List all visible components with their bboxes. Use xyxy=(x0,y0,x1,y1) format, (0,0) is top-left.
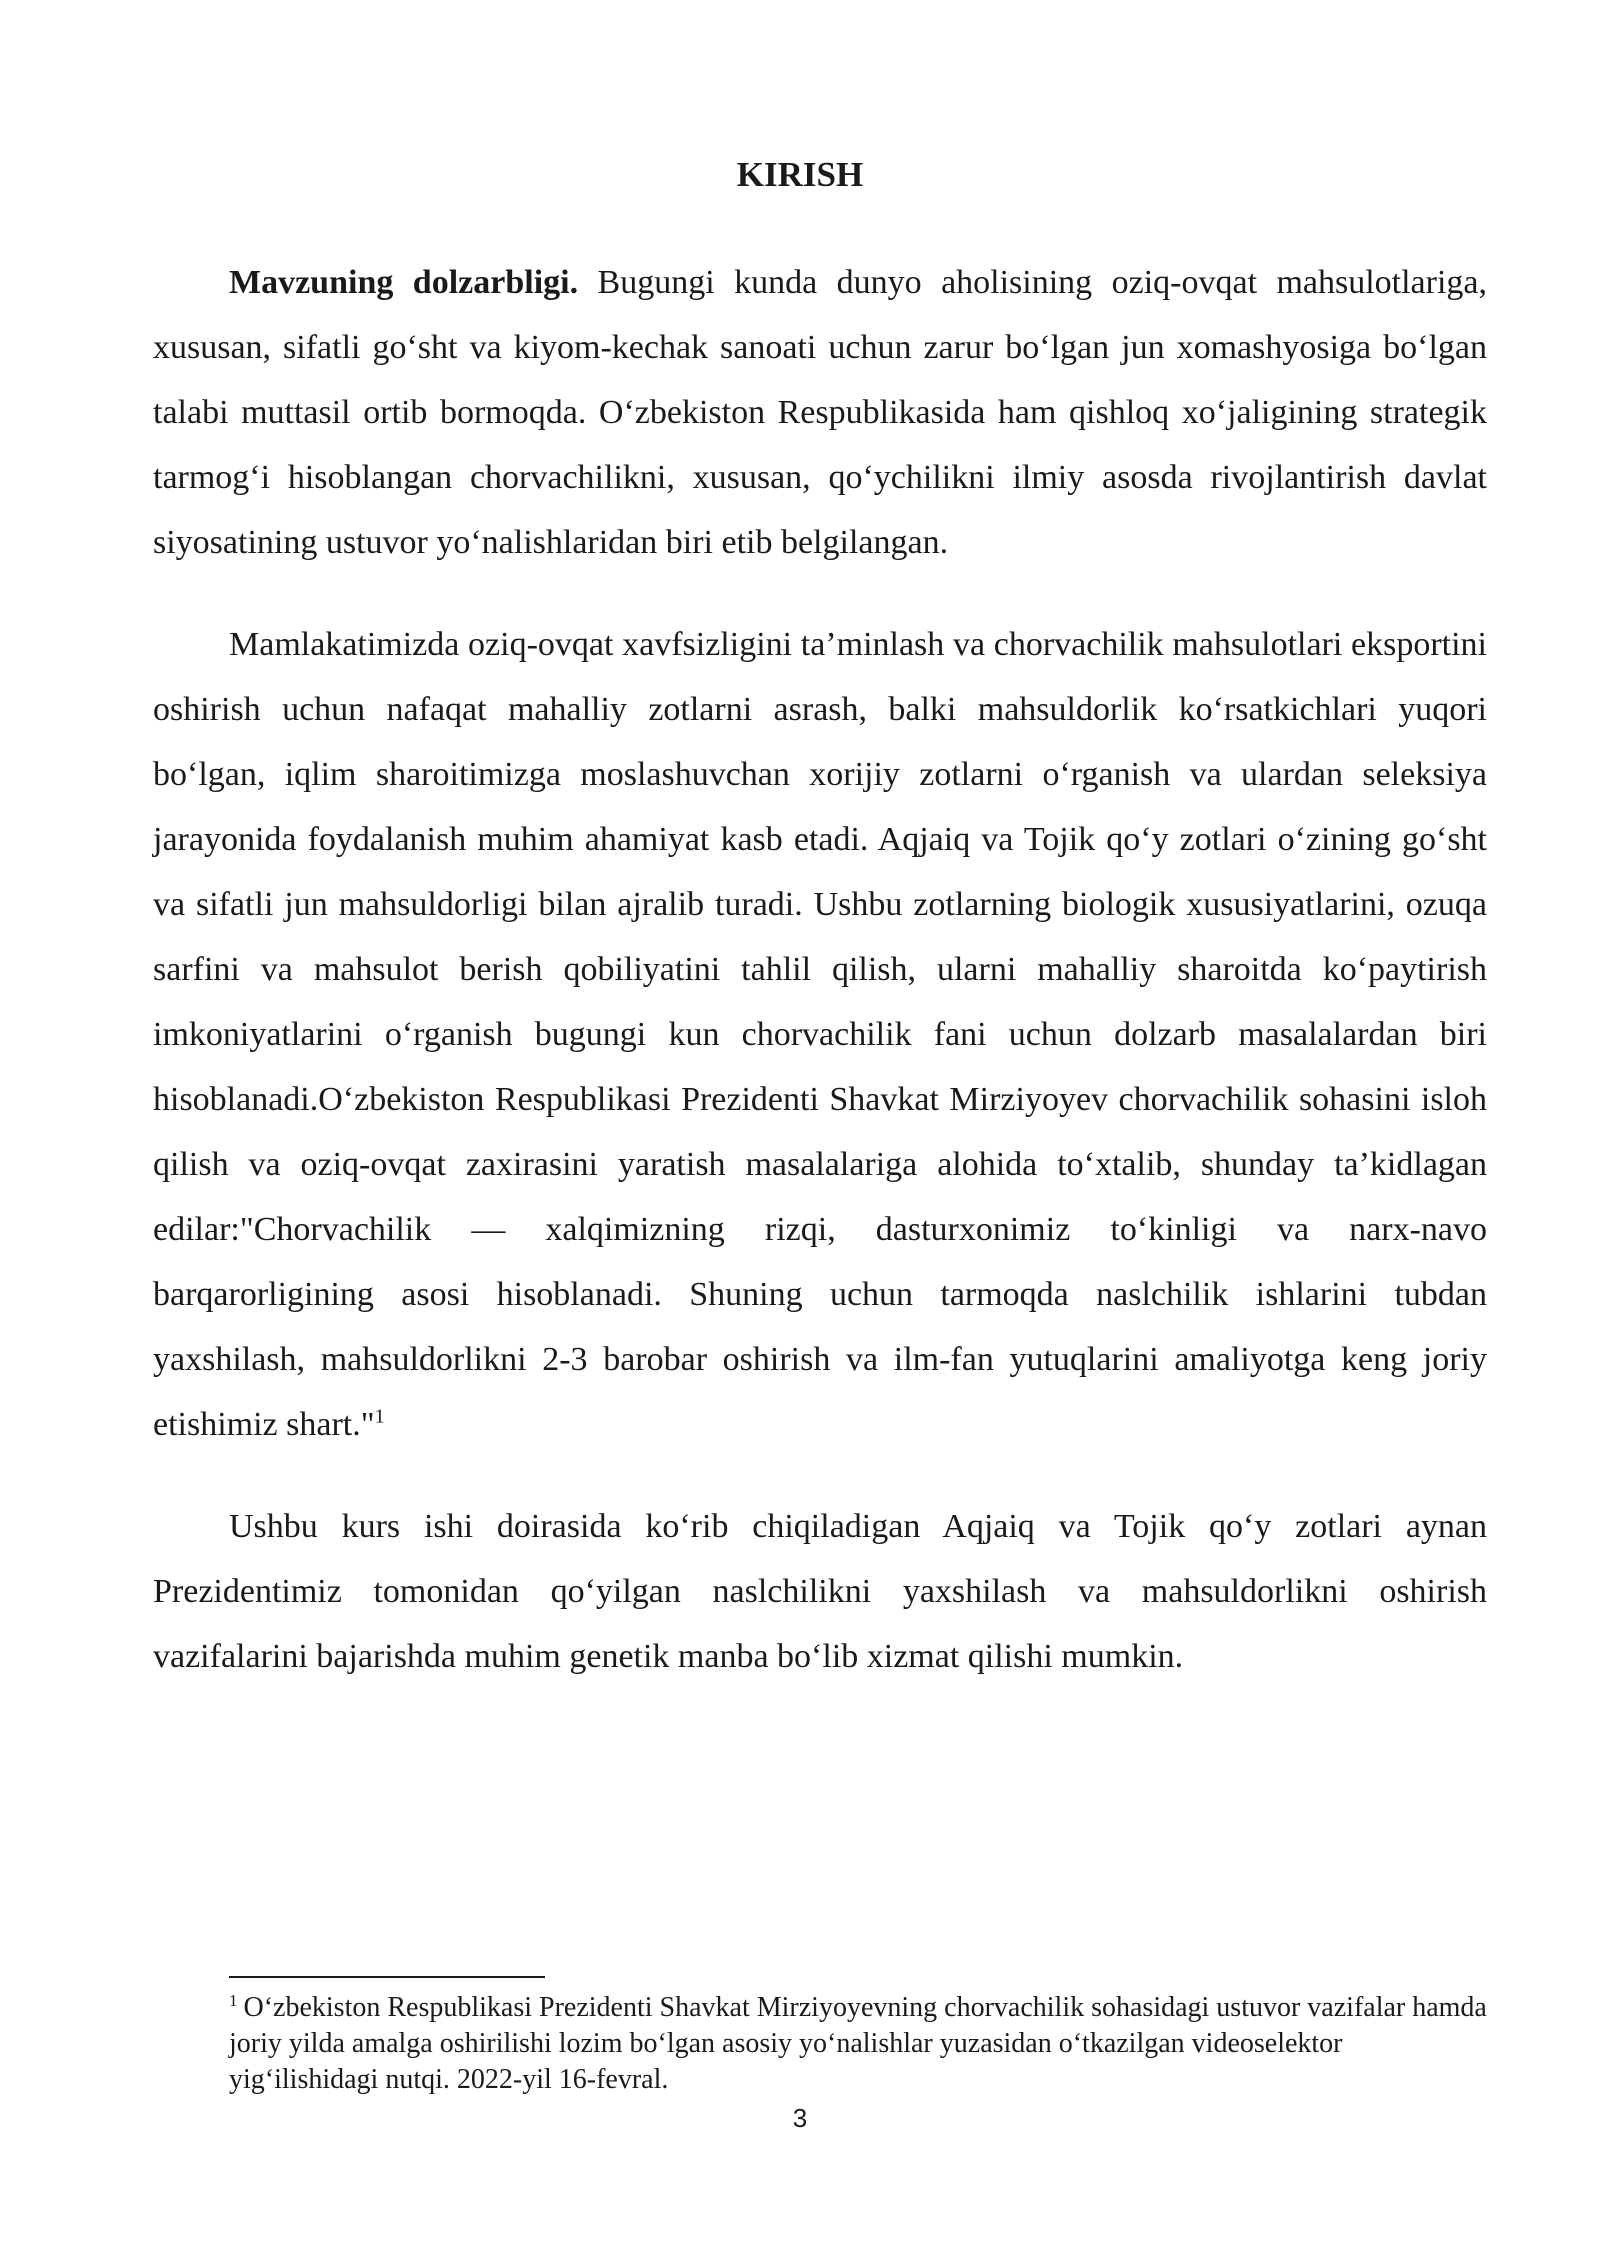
footnote-separator xyxy=(229,1976,545,1978)
footnote-reference[interactable]: 1 xyxy=(374,1405,385,1428)
section-title: KIRISH xyxy=(736,155,864,194)
paragraph-lead: Mavzuning dolzarbligi. xyxy=(229,264,579,301)
paragraph-text: Bugungi kunda dunyo aholisining oziq-ovqat mahsulotlariga, xususan, sifatli go‘sht va kiyom-kechak sanoati uchun zarur bo‘lgan jun xomashyosiga bo‘lgan talabi muttasil ortib bormoqda. O‘zbekiston Respublikasida ham qishloq xo‘jaligining strategik tarmog‘i hisoblangan chorvachilikni, xususan, qo‘ychilikni ilmiy asosda rivojlantirish davlat siyosatining ustuvor yo‘nalishlaridan biri etib belgilangan. xyxy=(153,264,1488,561)
paragraph-text: Ushbu kurs ishi doirasida ko‘rib chiqiladigan Aqjaiq va Tojik qo‘y zotlari aynan Prezidentimiz tomonidan qo‘yilgan naslchilikni yaxshilash va mahsuldorlikni oshirish vazifalarini bajarishda muhim genetik manba bo‘lib xizmat qilishi mumkin. xyxy=(153,1508,1487,1675)
paragraph-context xyxy=(153,612,1487,1457)
footnote xyxy=(229,1990,1489,2098)
paragraph-relevance xyxy=(153,250,1487,575)
page-number: 3 xyxy=(792,2103,808,2133)
footnote-marker: 1 xyxy=(229,1990,238,2010)
paragraph-text: Mamlakatimizda oziq-ovqat xavfsizligini ta’minlash va chorvachilik mahsulotlari eksportini oshirish uchun nafaqat mahalliy zotlarni asrash, balki mahsuldorlik ko‘rsatkichlari yuqori bo‘lgan, iqlim sharoitimizga moslashuvchan xorijiy zotlarni o‘rganish va ulardan seleksiya jarayonida foydalanish muhim ahamiyat kasb etadi. Aqjaiq va Tojik qo‘y zotlari o‘zining go‘sht va sifatli jun mahsuldorligi bilan ajralib turadi. Ushbu zotlarning biologik xususiyatlarini, ozuqa sarfini va mahsulot berish qobiliyatini tahlil qilish, ularni mahalliy sharoitda ko‘paytirish imkoniyatlarini o‘rganish bugungi kun chorvachilik fani uchun dolzarb masalalardan biri hisoblanadi.O‘zbekiston Respublikasi Prezidenti Shavkat Mirziyoyev chorvachilik sohasini isloh qilish va oziq-ovqat zaxirasini yaratish masalalariga alohida to‘xtalib, shunday ta’kidlagan edilar:"Chorvachilik — xalqimizning rizqi, dasturxonimiz to‘kinligi va narx-navo barqarorligining asosi hisoblanadi. Shuning uchun tarmoqda naslchilik ishlarini tubdan yaxshilash, mahsuldorlikni 2-3 barobar oshirish va ilm-fan yutuqlarini amaliyotga keng joriy etishimiz shart." xyxy=(153,626,1487,1443)
footnote-text: O‘zbekiston Respublikasi Prezidenti Shavkat Mirziyoyevning chorvachilik sohasidagi ustuvor vazifalar hamda joriy yilda amalga oshirilishi lozim bo‘lgan asosiy yo‘nalishlar yuzasidan o‘tkazilgan videoselektor yig‘ilishidagi nutqi. 2022-yil 16-fevral. xyxy=(229,1992,1487,2095)
paragraph-scope xyxy=(153,1494,1487,1689)
body-text xyxy=(153,250,1487,1726)
